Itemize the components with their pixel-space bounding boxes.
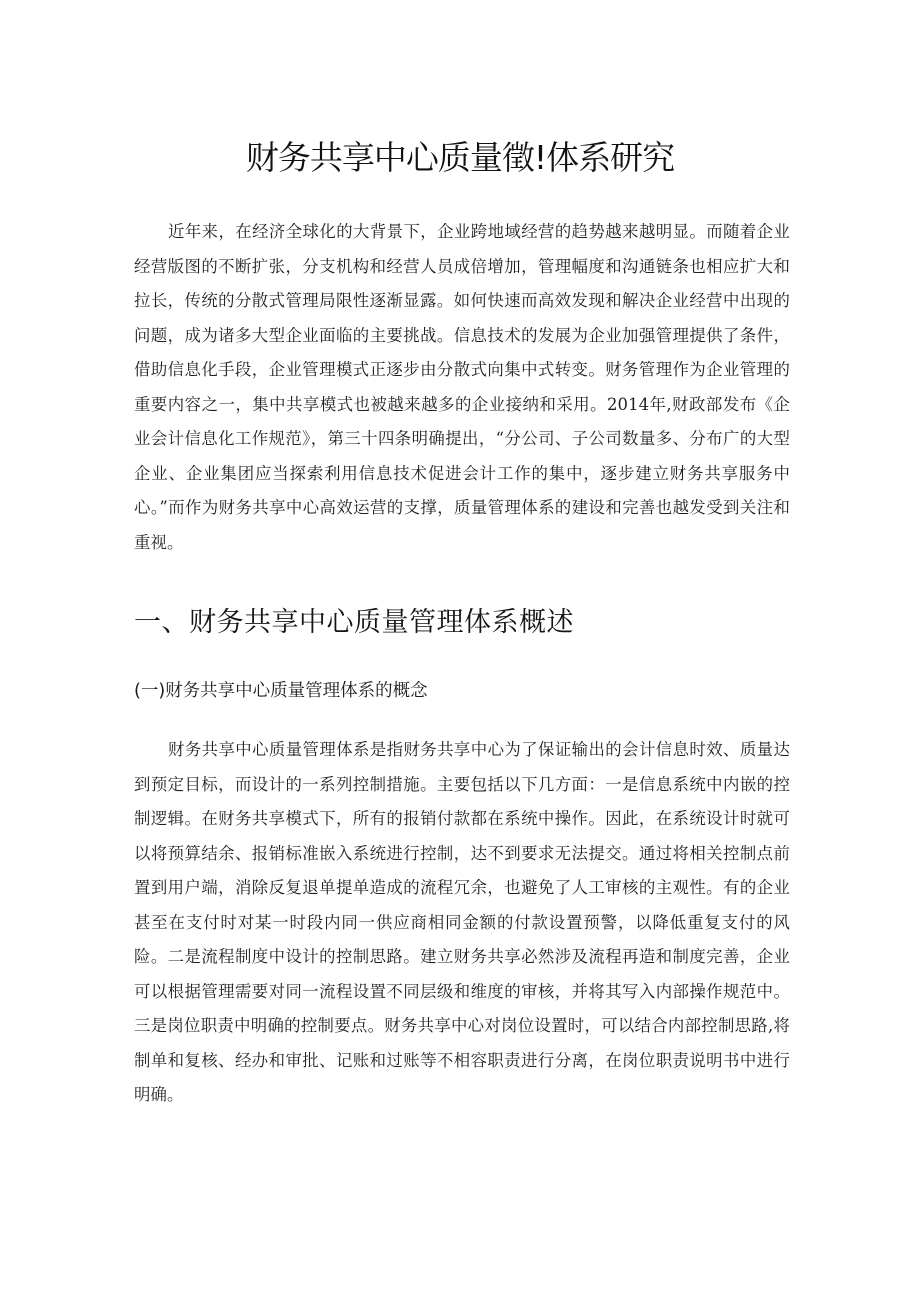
subsection-heading: (一)财务共享中心质量管理体系的概念	[134, 681, 428, 701]
document-title: 财务共享中心质量徵!体系研究	[245, 138, 675, 177]
intro-paragraph: 近年来，在经济全球化的大背景下，企业跨地域经营的趋势越来越明显。而随着企业经营版图的不断扩张，分支机构和经营人员成倍增加，管理幅度和沟通链条也相应扩大和拉长，传统的分散式管理局限性逐渐显露。如何快速而高效发现和解决企业经营中出现的问题，成为诸多大型企业面临的主要挑战。信息技术的发展为企业加强管理提供了条件，借助信息化手段，企业管理模式正逐步由分散式向集中式转变。财务管理作为企业管理的重要内容之一，集中共享模式也被越来越多的企业接纳和采用。2014年,财政部发布《企业会计信息化工作规范》，第三十四条明确提出，“分公司、子公司数量多、分布广的大型企业、企业集团应当探索利用信息技术促进会计工作的集中，逐步建立财务共享服务中心。”而作为财务共享中心高效运营的支撑，质量管理体系的建设和完善也越发受到关注和重视。	[134, 222, 790, 552]
body-paragraph: 财务共享中心质量管理体系是指财务共享中心为了保证输出的会计信息时效、质量达到预定目标，而设计的一系列控制措施。主要包括以下几方面：一是信息系统中内嵌的控制逻辑。在财务共享模式下，所有的报销付款都在系统中操作。因此，在系统设计时就可以将预算结余、报销标准嵌入系统进行控制，达不到要求无法提交。通过将相关控制点前置到用户端，消除反复退单提单造成的流程冗余，也避免了人工审核的主观性。有的企业甚至在支付时对某一时段内同一供应商相同金额的付款设置预警，以降低重复支付的风险。二是流程制度中设计的控制思路。建立财务共享必然涉及流程再造和制度完善，企业可以根据管理需要对同一流程设置不同层级和维度的审核，并将其写入内部操作规范中。三是岗位职责中明确的控制要点。财务共享中心对岗位设置时，可以结合内部控制思路,将制单和复核、经办和审批、记账和过账等不相容职责进行分离，在岗位职责说明书中进行明确。	[134, 740, 790, 1104]
section-heading: 一、财务共享中心质量管理体系概述	[134, 607, 574, 638]
